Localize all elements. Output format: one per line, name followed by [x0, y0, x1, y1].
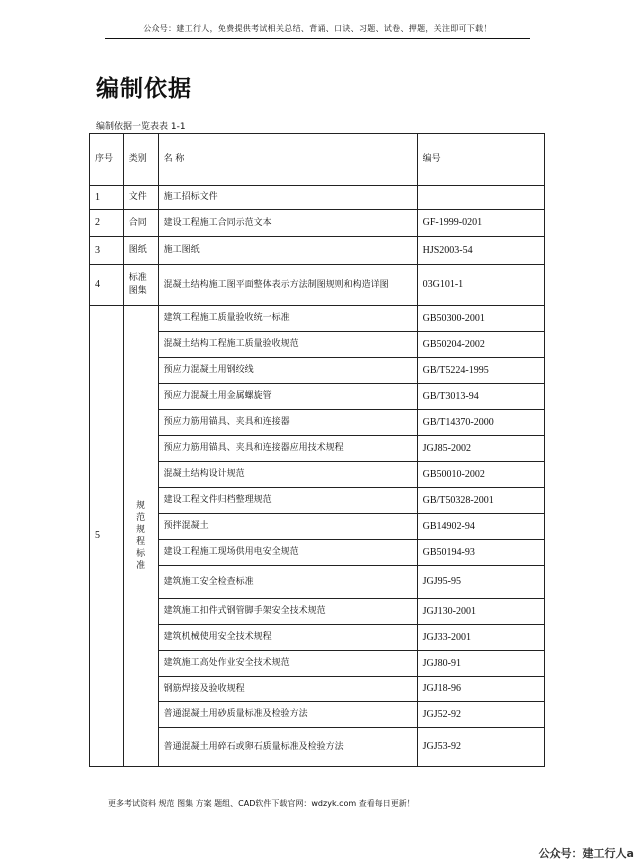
row-code: GB14902-94 [417, 514, 544, 540]
table-row [90, 702, 545, 728]
row-name: 建筑工程施工质量验收统一标准 [158, 306, 417, 332]
row-code: JGJ95-95 [417, 566, 544, 599]
header-name: 名 称 [158, 134, 417, 186]
footer-note: 更多考试资料 规范 图集 方案 题组、CAD软件下载官网：wdzyk.com 查看每日更新！ [108, 799, 415, 808]
table-row [90, 358, 545, 384]
row-category: 合同 [123, 210, 158, 237]
row-category: 标准图集 [123, 265, 158, 306]
table-row [90, 306, 545, 332]
row-name: 建设工程施工合同示范文本 [158, 210, 417, 237]
row-name: 建筑施工安全检查标准 [158, 566, 417, 599]
row-name: 普通混凝土用砂质量标准及检验方法 [158, 702, 417, 728]
row-name: 施工招标文件 [158, 186, 417, 210]
row-no: 2 [90, 210, 124, 237]
row-name: 预应力混凝土用钢绞线 [158, 358, 417, 384]
row-code: JGJ33-2001 [417, 625, 544, 651]
header-divider [105, 38, 530, 39]
row-name: 建筑施工高处作业安全技术规范 [158, 651, 417, 677]
row-name: 建筑施工扣件式钢管脚手架安全技术规范 [158, 599, 417, 625]
table-row [90, 514, 545, 540]
row-code: JGJ80-91 [417, 651, 544, 677]
row-name: 预应力筋用锚具、夹具和连接器应用技术规程 [158, 436, 417, 462]
row-name: 建设工程文件归档整理规范 [158, 488, 417, 514]
row-code: GB/T3013-94 [417, 384, 544, 410]
table-caption: 编制依据一览表表 1-1 [96, 122, 186, 132]
page-title: 编制依据 [96, 76, 192, 102]
row-name: 预拌混凝土 [158, 514, 417, 540]
row-code: JGJ130-2001 [417, 599, 544, 625]
watermark: 公众号：建工行人a [538, 847, 634, 860]
row-code: GB50300-2001 [417, 306, 544, 332]
row-name: 建设工程施工现场供用电安全规范 [158, 540, 417, 566]
table-row [90, 237, 545, 265]
row-code: GF-1999-0201 [417, 210, 544, 237]
table-row [90, 728, 545, 767]
table-header-row [90, 134, 545, 186]
row-category: 图纸 [123, 237, 158, 265]
table-row [90, 332, 545, 358]
table-row [90, 384, 545, 410]
row-no: 3 [90, 237, 124, 265]
row-no: 1 [90, 186, 124, 210]
row-code: HJS2003-54 [417, 237, 544, 265]
table-row [90, 599, 545, 625]
row-category: 文件 [123, 186, 158, 210]
row-code: JGJ52-92 [417, 702, 544, 728]
table-row [90, 566, 545, 599]
table-row [90, 540, 545, 566]
header-code: 编号 [417, 134, 544, 186]
row-name: 普通混凝土用碎石或卵石质量标准及检验方法 [158, 728, 417, 767]
row-name: 预应力混凝土用金属螺旋管 [158, 384, 417, 410]
header-no: 序号 [90, 134, 124, 186]
table-row [90, 651, 545, 677]
row-code: GB50204-2002 [417, 332, 544, 358]
table-row [90, 186, 545, 210]
row-code: 03G101-1 [417, 265, 544, 306]
row-name: 预应力筋用锚具、夹具和连接器 [158, 410, 417, 436]
row-code: JGJ85-2002 [417, 436, 544, 462]
row-name: 混凝土结构设计规范 [158, 462, 417, 488]
row-code: GB/T5224-1995 [417, 358, 544, 384]
group-category-label: 规范规程标准 [136, 500, 146, 572]
header-note: 公众号：建工行人，免费提供考试相关总结、背诵、口诀、习题、试卷、押题，关注即可下载！ [143, 24, 492, 33]
header-category: 类别 [123, 134, 158, 186]
row-name: 钢筋焊接及验收规程 [158, 677, 417, 702]
basis-table [89, 133, 545, 767]
row-code: GB/T50328-2001 [417, 488, 544, 514]
row-name: 混凝土结构施工图平面整体表示方法制图规则和构造详图 [158, 265, 417, 306]
row-code [417, 186, 544, 210]
row-code: GB50010-2002 [417, 462, 544, 488]
row-code: GB50194-93 [417, 540, 544, 566]
row-code: JGJ53-92 [417, 728, 544, 767]
table-row [90, 410, 545, 436]
group-no: 5 [90, 306, 124, 767]
table-row [90, 625, 545, 651]
row-name: 建筑机械使用安全技术规程 [158, 625, 417, 651]
row-code: JGJ18-96 [417, 677, 544, 702]
group-category [123, 306, 158, 767]
table-row [90, 210, 545, 237]
row-code: GB/T14370-2000 [417, 410, 544, 436]
row-name: 混凝土结构工程施工质量验收规范 [158, 332, 417, 358]
table-row [90, 436, 545, 462]
row-name: 施工图纸 [158, 237, 417, 265]
table-row [90, 677, 545, 702]
table-row [90, 265, 545, 306]
table-row [90, 462, 545, 488]
row-no: 4 [90, 265, 124, 306]
table-row [90, 488, 545, 514]
